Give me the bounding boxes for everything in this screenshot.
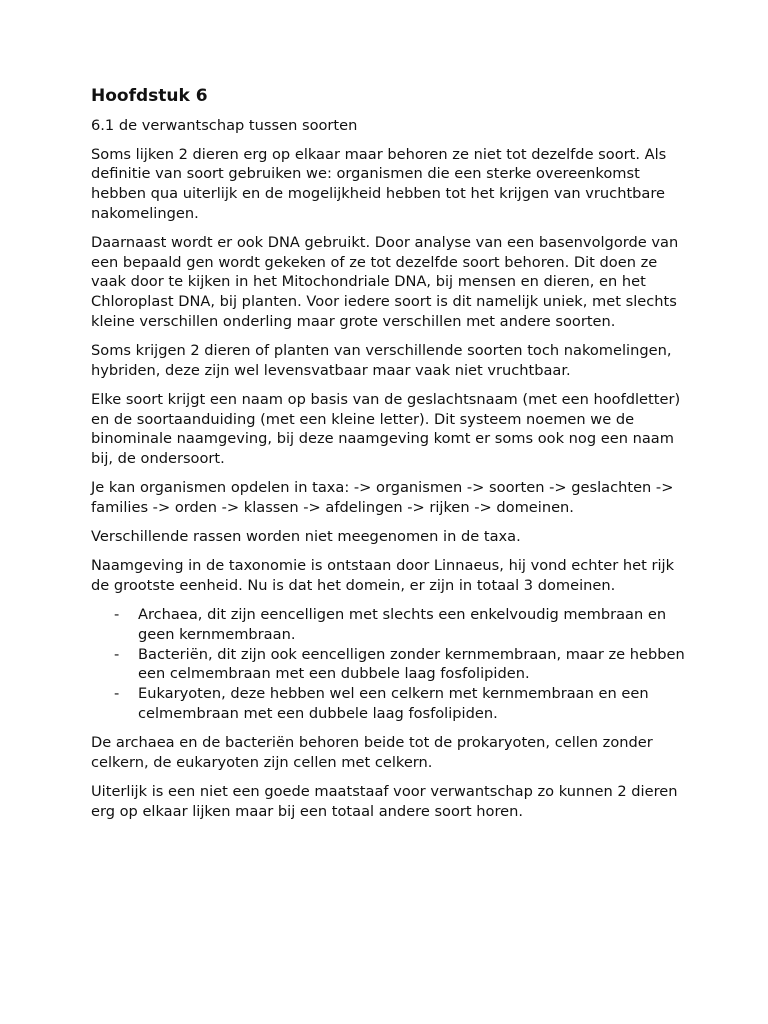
list-marker: -: [114, 645, 120, 663]
chapter-heading: Hoofdstuk 6: [91, 86, 208, 106]
list-item-text: Bacteriën, dit zijn ook eencelligen zonder kernmembraan, maar ze hebben een celmembraan met een dubbele laag fosfolipiden.: [138, 645, 685, 683]
paragraph-appearance: Uiterlijk is een niet een goede maatstaaf voor verwantschap zo kunnen 2 dieren erg op elkaar lijken maar bij een totaal andere soort horen.: [91, 782, 678, 820]
paragraph-taxa: Je kan organismen opdelen in taxa: -> organismen -> soorten -> geslachten -> families -> orden -> klassen -> afdelingen -> rijken -> domeinen.: [91, 479, 674, 516]
paragraph-binominal-naming: Elke soort krijgt een naam op basis van de geslachtsnaam (met een hoofdletter) en de soortaanduiding (met een kleine letter). Dit systeem noemen we de binominale naamgeving, bij deze naamgeving komt er soms ook nog een naam bij, de ondersoort.: [91, 390, 681, 468]
section-subheading: 6.1 de verwantschap tussen soorten: [91, 117, 358, 134]
list-marker: -: [114, 685, 120, 703]
paragraph-linnaeus: Naamgeving in de taxonomie is ontstaan door Linnaeus, hij vond echter het rijk de grootste eenheid. Nu is dat het domein, er zijn in totaal 3 domeinen.: [91, 557, 675, 595]
list-item: [91, 645, 691, 684]
list-item: [91, 684, 691, 723]
paragraph-species-definition: Soms lijken 2 dieren erg op elkaar maar behoren ze niet tot dezelfde soort. Als definitie van soort gebruiken we: organismen die een sterke overeenkomst hebben qua uiterlijk en de mogelijkheid hebben tot het krijgen van vruchtbare nakomelingen.: [91, 145, 667, 222]
list-item-text: Eukaryoten, deze hebben wel een celkern met kernmembraan en een celmembraan met een dubbele laag fosfolipiden.: [138, 685, 649, 722]
document-page: [91, 84, 691, 831]
paragraph-dna: Daarnaast wordt er ook DNA gebruikt. Door analyse van een basenvolgorde van een bepaald gen wordt gekeken of ze tot dezelfde soort behoren. Dit doen ze vaak door te kijken in het Mitochondriale DNA, bij mensen en dieren, en het Chloroplast DNA, bij planten. Voor iedere soort is dit namelijk uniek, met slechts kleine verschillen onderling maar grote verschillen met andere soorten.: [91, 234, 679, 330]
paragraph-races: Verschillende rassen worden niet meegenomen in de taxa.: [91, 528, 521, 546]
list-item-text: Archaea, dit zijn eencelligen met slechts een enkelvoudig membraan en geen kernmembraan.: [138, 606, 667, 643]
list-item: [91, 605, 691, 644]
list-marker: -: [114, 606, 120, 624]
paragraph-prokaryotes: De archaea en de bacteriën behoren beide tot de prokaryoten, cellen zonder celkern, de eukaryoten zijn cellen met celkern.: [91, 733, 653, 771]
paragraph-hybrids: Soms krijgen 2 dieren of planten van verschillende soorten toch nakomelingen, hybriden, deze zijn wel levensvatbaar maar vaak niet vruchtbaar.: [91, 342, 672, 379]
domain-list: [91, 605, 691, 723]
